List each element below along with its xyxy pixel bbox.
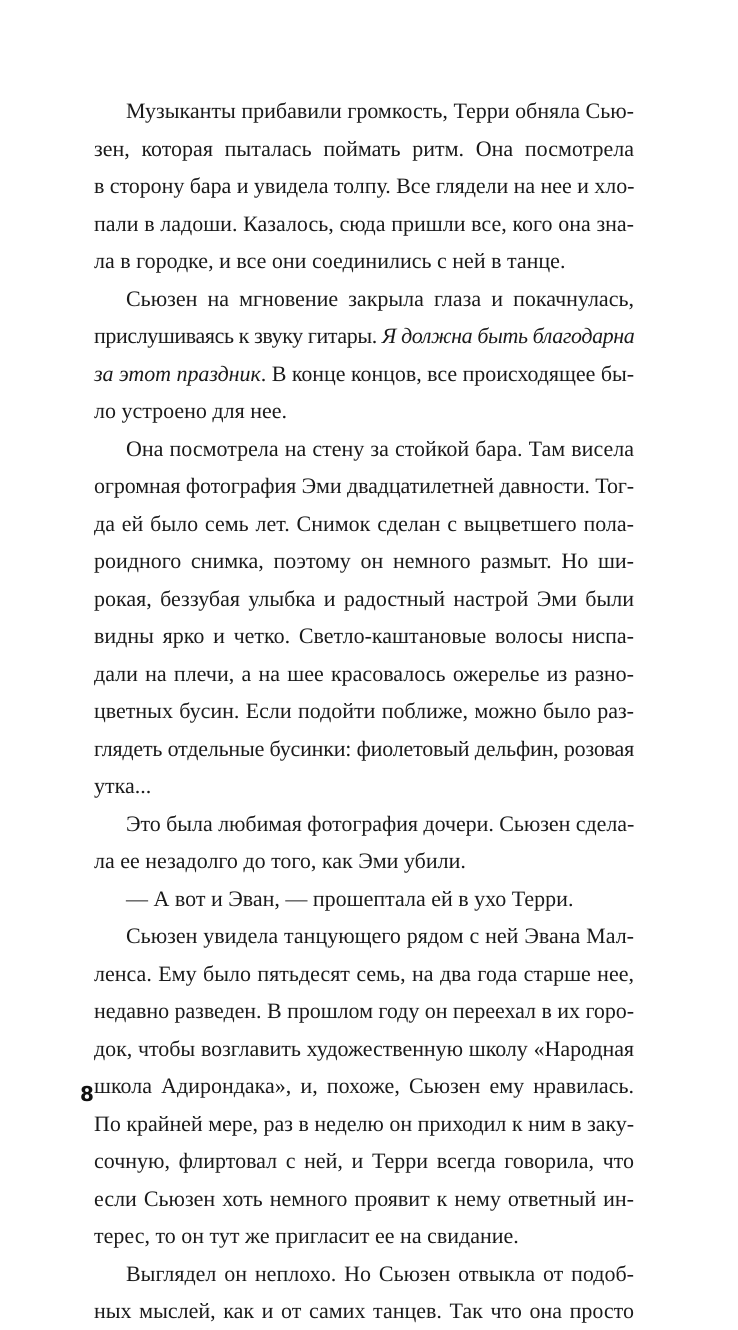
line-text: терес, то он тут же пригласит ее на свидание. <box>94 1223 519 1248</box>
line-text: в сторону бара и увидела толпу. Все глядели на нее и хло- <box>94 173 635 198</box>
line-text: док, чтобы возглавить художественную школу «Народная <box>94 1035 634 1061</box>
line-text: глядеть отдельные бусинки: фиолетовый дельфин, розовая <box>94 735 634 761</box>
line-text: ла в городке, и все они соединились с ней в танце. <box>94 248 566 273</box>
text-line <box>94 92 634 130</box>
line-text: ленса. Ему было пятьдесят семь, на два года старше нее, <box>94 960 634 986</box>
line-text: Сьюзен на мгновение закрыла глаза и покачнулась, <box>126 285 634 311</box>
text-line <box>94 617 634 655</box>
line-text: видны ярко и четко. Светло-каштановые волосы ниспа- <box>94 623 634 648</box>
line-text: Сьюзен увидела танцующего рядом с ней Эвана Мал- <box>126 923 634 948</box>
line-text: По крайней мере, раз в неделю он приходил к ним в заку- <box>94 1110 634 1136</box>
text-line <box>94 730 634 768</box>
text-line <box>94 1292 634 1330</box>
text-line <box>94 430 634 468</box>
text-line <box>94 1217 634 1255</box>
text-line <box>94 1255 634 1293</box>
line-text: школа Адирондака», и, похоже, Сьюзен ему нравилась. <box>94 1073 634 1098</box>
line-text: зен, которая пыталась поймать ритм. Она посмотрела <box>94 135 634 161</box>
text-line <box>94 505 634 543</box>
text-line <box>94 205 634 243</box>
line-text: Это была любимая фотография дочери. Сьюзен сдела- <box>126 810 635 836</box>
line-text: да ей было семь лет. Снимок сделан с выцветшего пола- <box>94 510 634 536</box>
line-text: Она посмотрела на стену за стойкой бара. Там висела <box>126 435 634 461</box>
line-text: ло устроено для нее. <box>94 398 288 423</box>
text-line <box>94 1067 634 1105</box>
body-text <box>94 92 634 1330</box>
page-number: 8 <box>80 1082 94 1106</box>
text-line <box>94 692 634 730</box>
text-line <box>94 542 634 580</box>
line-text: Выглядел он неплохо. Но Сьюзен отвыкла от подоб- <box>126 1260 634 1286</box>
text-line <box>94 1142 634 1180</box>
line-text: . В конце концов, все происходящее бы- <box>260 360 634 386</box>
text-line <box>94 880 634 918</box>
line-text: ных мыслей, как и от самих танцев. Так что она просто <box>94 1298 634 1323</box>
text-line <box>94 317 634 355</box>
italic-thought: Я должна быть благодарна <box>381 323 635 348</box>
line-text: ла ее незадолго до того, как Эми убили. <box>94 848 466 873</box>
line-text: если Сьюзен хоть немного проявит к нему ответный ин- <box>94 1185 634 1211</box>
line-text: прислушиваясь к звуку гитары. <box>94 323 382 348</box>
line-text: огромная фотография Эми двадцатилетней давности. Тог- <box>94 473 634 498</box>
dialogue-line: — А вот и Эван, — прошептала ей в ухо Терри. <box>126 885 574 911</box>
text-line <box>94 767 634 805</box>
text-line <box>94 805 634 843</box>
line-text: рокая, беззубая улыбка и радостный настрой Эми были <box>94 585 634 611</box>
line-text: недавно разведен. В прошлом году он переехал в их горо- <box>94 998 634 1023</box>
line-text: дали на плечи, а на шее красовалось ожерелье из разно- <box>94 660 634 686</box>
line-text: пали в ладоши. Казалось, сюда пришли все, кого она зна- <box>94 210 634 236</box>
text-line <box>94 242 634 280</box>
text-line <box>94 655 634 693</box>
line-text: Музыканты прибавили громкость, Терри обняла Сью- <box>126 98 634 123</box>
text-line <box>94 580 634 618</box>
text-line <box>94 1105 634 1143</box>
text-line <box>94 167 634 205</box>
line-text: сочную, флиртовал с ней, и Терри всегда говорила, что <box>94 1148 634 1173</box>
text-line <box>94 392 634 430</box>
text-line <box>94 917 634 955</box>
text-line <box>94 992 634 1030</box>
line-text: цветных бусин. Если подойти поближе, можно было раз- <box>94 698 634 723</box>
text-line <box>94 955 634 993</box>
text-line <box>94 130 634 168</box>
text-line <box>94 1180 634 1218</box>
line-text: роидного снимка, поэтому он немного размыт. Но ши- <box>94 548 634 573</box>
text-line <box>94 842 634 880</box>
text-line <box>94 280 634 318</box>
text-line <box>94 1030 634 1068</box>
italic-thought: за этот праздник <box>94 360 261 386</box>
line-text: утка... <box>94 773 152 798</box>
text-line <box>94 355 634 393</box>
text-line <box>94 467 634 505</box>
